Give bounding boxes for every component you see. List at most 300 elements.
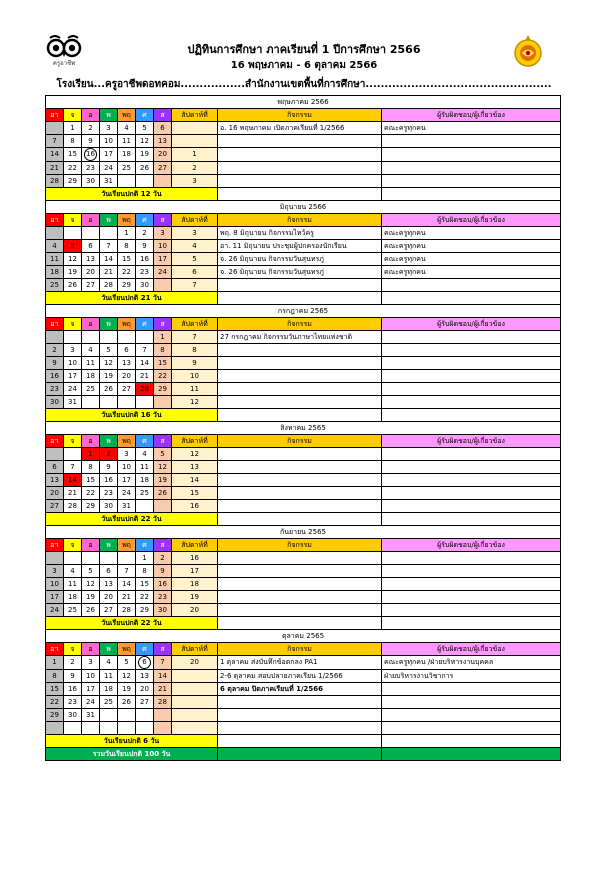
day-cell: 8 (82, 461, 100, 474)
week-row (46, 331, 561, 344)
summary-blank (382, 292, 561, 305)
day-cell: 9 (82, 135, 100, 148)
summary-blank (218, 617, 382, 630)
activity-cell: 2-6 ตุลาคม สอบปลายภาคเรียน 1/2566 (218, 670, 382, 683)
day-cell (118, 552, 136, 565)
activity-cell: 6 ตุลาคม ปิดภาคเรียนที่ 1/2566 (218, 683, 382, 696)
week-number (172, 696, 218, 709)
day-cell (82, 552, 100, 565)
weekday-header: พฤ (118, 539, 136, 552)
week-row (46, 162, 561, 175)
day-cell: 6 (100, 565, 118, 578)
grand-total: รวมวันเรียนปกติ 100 วัน (46, 748, 218, 761)
responsible-cell: ฝ่ายบริหารงานวิชาการ (382, 670, 561, 683)
week-number: 19 (172, 591, 218, 604)
date-range: 16 พฤษภาคม - 6 ตุลาคม 2566 (230, 60, 378, 71)
week-number: 17 (172, 565, 218, 578)
weekday-header: พฤ (118, 214, 136, 227)
responsible-cell (382, 344, 561, 357)
day-cell: 20 (100, 591, 118, 604)
week-row (46, 474, 561, 487)
day-cell (46, 331, 64, 344)
activity-cell (218, 148, 382, 162)
day-cell: 22 (154, 370, 172, 383)
week-row (46, 722, 561, 735)
week-row (46, 175, 561, 188)
day-cell: 2 (64, 656, 82, 670)
day-cell: 10 (154, 240, 172, 253)
day-cell: 19 (100, 370, 118, 383)
day-cell: 28 (118, 604, 136, 617)
day-cell: 1 (82, 448, 100, 461)
week-row (46, 552, 561, 565)
day-cell (64, 448, 82, 461)
day-cell (154, 279, 172, 292)
week-number: 16 (172, 500, 218, 513)
responsible-cell: คณะครูทุกคน (382, 122, 561, 135)
page-header (0, 0, 608, 92)
weekday-header: ศ (136, 214, 154, 227)
day-cell (82, 331, 100, 344)
weekday-header: อ (82, 539, 100, 552)
day-cell (82, 396, 100, 409)
responsible-cell (382, 175, 561, 188)
week-row (46, 266, 561, 279)
week-number: 1 (172, 148, 218, 162)
day-cell: 11 (136, 461, 154, 474)
grand-total-row (46, 748, 561, 761)
week-header: สัปดาห์ที่ (172, 435, 218, 448)
week-number: 18 (172, 578, 218, 591)
day-cell: 30 (82, 175, 100, 188)
month-name: กันยายน 2565 (46, 526, 561, 539)
summary-blank (218, 292, 382, 305)
summary-blank (382, 617, 561, 630)
day-cell: 18 (118, 148, 136, 162)
week-row (46, 604, 561, 617)
day-cell: 26 (82, 604, 100, 617)
day-cell: 2 (82, 122, 100, 135)
week-row (46, 370, 561, 383)
responsible-header: ผู้รับผิดชอบ/ผู้เกี่ยวข้อง (382, 539, 561, 552)
month-title-row (46, 422, 561, 435)
day-cell: 1 (46, 656, 64, 670)
day-cell (136, 500, 154, 513)
day-cell: 16 (154, 578, 172, 591)
highlighted-day: 6 (138, 656, 151, 669)
summary-blank (218, 735, 382, 748)
week-row (46, 500, 561, 513)
day-cell: 14 (136, 357, 154, 370)
activity-header: กิจกรรม (218, 435, 382, 448)
day-cell: 25 (136, 487, 154, 500)
day-cell: 15 (118, 253, 136, 266)
responsible-header: ผู้รับผิดชอบ/ผู้เกี่ยวข้อง (382, 109, 561, 122)
day-cell: 28 (154, 696, 172, 709)
weekday-header: จ (64, 318, 82, 331)
day-cell: 30 (136, 279, 154, 292)
week-row (46, 253, 561, 266)
month-title-row (46, 630, 561, 643)
day-cell (136, 709, 154, 722)
activity-cell (218, 135, 382, 148)
week-number: 7 (172, 331, 218, 344)
activity-cell (218, 175, 382, 188)
day-cell: 22 (82, 487, 100, 500)
weekday-header: พฤ (118, 109, 136, 122)
day-cell: 8 (154, 344, 172, 357)
activity-cell (218, 722, 382, 735)
day-cell: 14 (118, 578, 136, 591)
day-cell: 27 (118, 383, 136, 396)
week-number: 4 (172, 240, 218, 253)
day-cell: 9 (136, 240, 154, 253)
day-cell: 18 (46, 266, 64, 279)
day-cell: 29 (136, 604, 154, 617)
weekday-header: จ (64, 539, 82, 552)
day-cell: 12 (118, 670, 136, 683)
day-cell: 5 (64, 240, 82, 253)
week-header: สัปดาห์ที่ (172, 214, 218, 227)
activity-header: กิจกรรม (218, 643, 382, 656)
weekday-header: อ (82, 643, 100, 656)
responsible-cell (382, 357, 561, 370)
month-summary-row (46, 409, 561, 422)
activity-cell: อ. 16 พฤษภาคม เปิดภาคเรียนที่ 1/2566 (218, 122, 382, 135)
day-cell: 5 (154, 448, 172, 461)
month-summary-row (46, 735, 561, 748)
weekday-header: ส (154, 318, 172, 331)
week-header: สัปดาห์ที่ (172, 109, 218, 122)
responsible-cell: คณะครูทุกคน (382, 266, 561, 279)
week-number: 12 (172, 448, 218, 461)
day-cell: 27 (82, 279, 100, 292)
week-header: สัปดาห์ที่ (172, 539, 218, 552)
day-cell: 28 (136, 383, 154, 396)
day-cell (100, 709, 118, 722)
day-cell: 23 (82, 162, 100, 175)
day-cell (46, 227, 64, 240)
day-cell (100, 227, 118, 240)
month-title-row (46, 201, 561, 214)
day-cell: 7 (46, 135, 64, 148)
day-cell: 27 (154, 162, 172, 175)
day-cell: 25 (82, 383, 100, 396)
responsible-header: ผู้รับผิดชอบ/ผู้เกี่ยวข้อง (382, 435, 561, 448)
day-cell (136, 396, 154, 409)
day-cell (136, 175, 154, 188)
day-cell: 23 (136, 266, 154, 279)
activity-cell: พฤ. 8 มิถุนายน กิจกรรมไหว้ครู (218, 227, 382, 240)
day-cell (154, 709, 172, 722)
weekday-header: จ (64, 214, 82, 227)
activity-cell (218, 591, 382, 604)
day-cell: 21 (154, 683, 172, 696)
day-cell: 6 (82, 240, 100, 253)
obec-emblem-icon (510, 33, 546, 69)
day-cell: 12 (100, 357, 118, 370)
responsible-cell (382, 683, 561, 696)
day-cell: 5 (136, 122, 154, 135)
day-cell: 15 (82, 474, 100, 487)
weekday-header: พ (100, 643, 118, 656)
week-number: 10 (172, 370, 218, 383)
month-name: มิถุนายน 2566 (46, 201, 561, 214)
week-number: 9 (172, 357, 218, 370)
day-cell: 21 (118, 591, 136, 604)
summary-blank (382, 188, 561, 201)
day-cell: 8 (118, 240, 136, 253)
day-cell (154, 500, 172, 513)
month-summary: วันเรียนปกติ 22 วัน (46, 617, 218, 630)
day-cell (118, 331, 136, 344)
day-cell: 14 (154, 670, 172, 683)
responsible-cell (382, 383, 561, 396)
day-cell: 25 (100, 696, 118, 709)
week-row (46, 122, 561, 135)
day-cell: 22 (136, 591, 154, 604)
day-cell (46, 722, 64, 735)
day-cell: 17 (118, 474, 136, 487)
week-number: 15 (172, 487, 218, 500)
activity-cell (218, 604, 382, 617)
weekday-header: อา (46, 318, 64, 331)
month-summary-row (46, 292, 561, 305)
responsible-cell: คณะครูทุกคน (382, 253, 561, 266)
weekday-header: อา (46, 435, 64, 448)
day-cell: 14 (100, 253, 118, 266)
month-summary: วันเรียนปกติ 21 วัน (46, 292, 218, 305)
responsible-header: ผู้รับผิดชอบ/ผู้เกี่ยวข้อง (382, 318, 561, 331)
day-cell (46, 552, 64, 565)
day-cell: 15 (64, 148, 82, 162)
day-cell: 16 (46, 370, 64, 383)
responsible-cell (382, 474, 561, 487)
day-cell (154, 396, 172, 409)
day-cell: 31 (82, 709, 100, 722)
day-cell (64, 722, 82, 735)
day-cell: 17 (82, 683, 100, 696)
responsible-cell (382, 709, 561, 722)
activity-cell (218, 696, 382, 709)
activity-cell: จ. 26 มิถุนายน กิจกรรมวันสุนทรภู่ (218, 266, 382, 279)
day-cell: 1 (136, 552, 154, 565)
day-cell: 2 (136, 227, 154, 240)
day-cell: 2 (100, 448, 118, 461)
day-cell: 24 (64, 383, 82, 396)
day-cell: 11 (118, 135, 136, 148)
day-cell: 11 (100, 670, 118, 683)
activity-cell (218, 162, 382, 175)
day-cell: 31 (64, 396, 82, 409)
day-cell: 20 (118, 370, 136, 383)
weekday-header: ศ (136, 109, 154, 122)
day-cell (64, 331, 82, 344)
activity-cell (218, 709, 382, 722)
activity-cell (218, 396, 382, 409)
responsible-cell: คณะครูทุกคน /ฝ่ายบริหารงานบุคคล (382, 656, 561, 670)
summary-blank (382, 735, 561, 748)
week-row (46, 448, 561, 461)
day-cell: 11 (46, 253, 64, 266)
day-cell: 4 (46, 240, 64, 253)
week-row (46, 357, 561, 370)
week-row (46, 683, 561, 696)
day-cell: 13 (46, 474, 64, 487)
day-cell: 16 (136, 253, 154, 266)
weekday-header: ศ (136, 318, 154, 331)
week-row (46, 591, 561, 604)
week-number: 3 (172, 175, 218, 188)
day-cell: 7 (154, 656, 172, 670)
day-cell: 11 (64, 578, 82, 591)
responsible-cell (382, 591, 561, 604)
day-cell: 17 (46, 591, 64, 604)
weekday-header-row (46, 318, 561, 331)
week-number: 2 (172, 162, 218, 175)
day-cell: 23 (46, 383, 64, 396)
day-cell: 28 (64, 500, 82, 513)
activity-cell: อา. 11 มิถุนายน ประชุมผู้ปกครองนักเรียน (218, 240, 382, 253)
day-cell (118, 175, 136, 188)
day-cell (118, 396, 136, 409)
activity-cell (218, 461, 382, 474)
day-cell (100, 331, 118, 344)
day-cell: 4 (64, 565, 82, 578)
responsible-cell (382, 565, 561, 578)
week-row (46, 227, 561, 240)
day-cell: 24 (100, 162, 118, 175)
month-summary: วันเรียนปกติ 6 วัน (46, 735, 218, 748)
day-cell: 5 (118, 656, 136, 670)
activity-cell (218, 578, 382, 591)
responsible-cell: คณะครูทุกคน (382, 240, 561, 253)
day-cell: 29 (154, 383, 172, 396)
week-row (46, 670, 561, 683)
day-cell: 23 (64, 696, 82, 709)
responsible-cell (382, 162, 561, 175)
day-cell: 5 (100, 344, 118, 357)
day-cell: 18 (136, 474, 154, 487)
week-number (172, 135, 218, 148)
day-cell: 23 (100, 487, 118, 500)
day-cell (136, 656, 154, 670)
responsible-header: ผู้รับผิดชอบ/ผู้เกี่ยวข้อง (382, 214, 561, 227)
weekday-header-row (46, 539, 561, 552)
day-cell: 14 (46, 148, 64, 162)
day-cell (118, 709, 136, 722)
activity-cell (218, 474, 382, 487)
day-cell: 13 (136, 670, 154, 683)
day-cell: 13 (82, 253, 100, 266)
week-number: 3 (172, 227, 218, 240)
day-cell (82, 722, 100, 735)
responsible-cell (382, 448, 561, 461)
week-number: 20 (172, 656, 218, 670)
day-cell: 3 (82, 656, 100, 670)
responsible-cell (382, 148, 561, 162)
week-number: 16 (172, 552, 218, 565)
week-row (46, 396, 561, 409)
day-cell: 3 (154, 227, 172, 240)
day-cell: 21 (46, 162, 64, 175)
day-cell: 29 (118, 279, 136, 292)
month-summary-row (46, 617, 561, 630)
day-cell: 5 (82, 565, 100, 578)
day-cell: 12 (64, 253, 82, 266)
day-cell: 30 (64, 709, 82, 722)
day-cell: 4 (82, 344, 100, 357)
weekday-header: ศ (136, 435, 154, 448)
day-cell: 19 (64, 266, 82, 279)
day-cell: 29 (64, 175, 82, 188)
day-cell: 18 (100, 683, 118, 696)
responsible-cell (382, 135, 561, 148)
week-row (46, 279, 561, 292)
weekday-header: ส (154, 643, 172, 656)
day-cell: 9 (64, 670, 82, 683)
weekday-header: พ (100, 109, 118, 122)
day-cell: 8 (46, 670, 64, 683)
week-number: 13 (172, 461, 218, 474)
day-cell: 15 (136, 578, 154, 591)
day-cell (100, 722, 118, 735)
day-cell: 3 (118, 448, 136, 461)
week-row (46, 461, 561, 474)
week-row (46, 696, 561, 709)
activity-cell (218, 344, 382, 357)
responsible-cell (382, 578, 561, 591)
week-number: 14 (172, 474, 218, 487)
activity-cell (218, 357, 382, 370)
page-title: ปฏิทินการศึกษา ภาคเรียนที่ 1 ปีการศึกษา 2566 (187, 43, 421, 56)
weekday-header: ศ (136, 643, 154, 656)
month-title-row (46, 96, 561, 109)
weekday-header: ศ (136, 539, 154, 552)
week-number: 5 (172, 253, 218, 266)
month-title-row (46, 526, 561, 539)
grand-total-blank (218, 748, 382, 761)
weekday-header: อา (46, 109, 64, 122)
day-cell: 1 (118, 227, 136, 240)
summary-blank (218, 188, 382, 201)
day-cell: 19 (136, 148, 154, 162)
day-cell: 10 (82, 670, 100, 683)
day-cell: 18 (64, 591, 82, 604)
day-cell: 8 (136, 565, 154, 578)
responsible-cell (382, 487, 561, 500)
day-cell (100, 552, 118, 565)
week-number (172, 709, 218, 722)
day-cell: 15 (154, 357, 172, 370)
day-cell: 26 (136, 162, 154, 175)
weekday-header: ส (154, 109, 172, 122)
day-cell: 11 (82, 357, 100, 370)
weekday-header: จ (64, 109, 82, 122)
day-cell: 4 (118, 122, 136, 135)
day-cell: 4 (100, 656, 118, 670)
day-cell: 24 (46, 604, 64, 617)
day-cell (118, 722, 136, 735)
week-number (172, 722, 218, 735)
weekday-header: อา (46, 214, 64, 227)
month-name: สิงหาคม 2565 (46, 422, 561, 435)
responsible-cell (382, 552, 561, 565)
summary-blank (382, 409, 561, 422)
day-cell: 3 (100, 122, 118, 135)
weekday-header: จ (64, 435, 82, 448)
month-summary-row (46, 513, 561, 526)
